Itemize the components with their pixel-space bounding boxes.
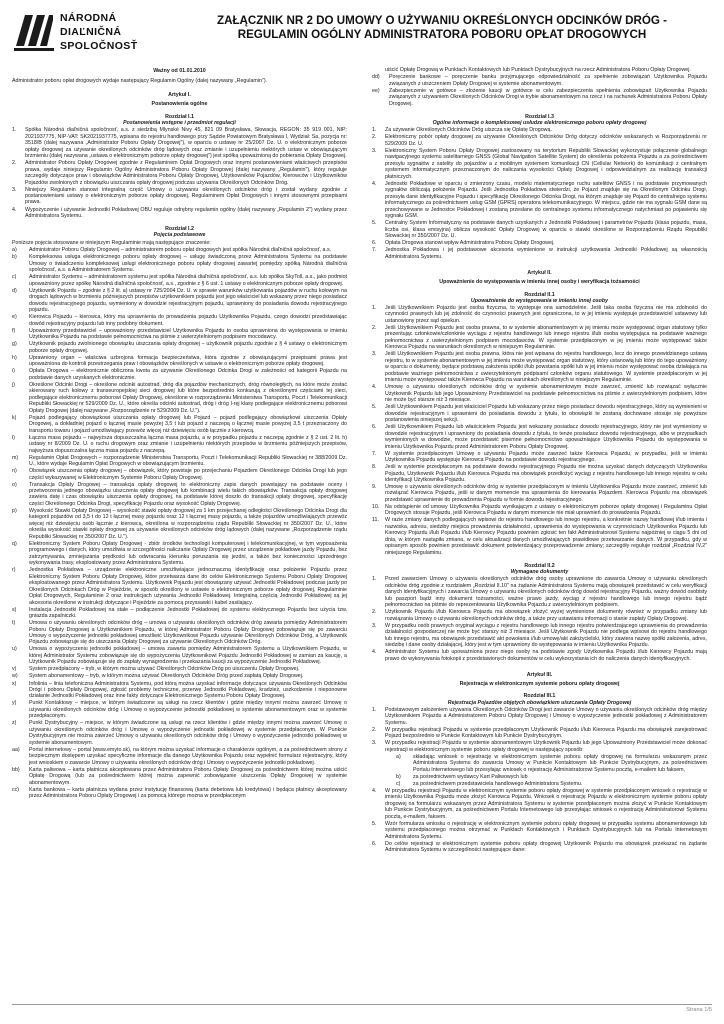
item-text: Instalacja Jednostki Pokładowej na stałe – podłączenie Jednostki Pokładowej do systemu elektrycznego Pojazdu bez użycia tzw. gniazda zapalniczki. [29, 606, 347, 619]
item-text: Użytkownik Pojazdu – zgodnie z § 2 lit. a) ustawy nr 725/2004 Dz. U. w sprawie warunków użytkowania pojazdów w ruchu kołowym na drogach lądowych w brzmieniu późniejszych przepisów użytkownikiem pojazdu jest jego właściciel lub wskazany przez niego posiadacz dowodu rejestracyjnego pojazdu, wymieniony w dowodzie rejestracyjnym pojazdu, uprawniony do posiadania dowodu rejestracyjnego pojazdu. [29, 287, 347, 314]
item-number: 1. [372, 706, 377, 713]
item-number: 7. [372, 247, 377, 254]
article-3-heading: Artykuł III. [526, 671, 553, 678]
item-number: i) [12, 368, 15, 375]
item-text: Elektroniczny System Poboru Opłaty Drogowej zastosowany na terytorium Republiki Słowackiej wykorzystuje połączenie globalnego nawigacyjnego systemu satelitarnego GNSS (Global Navigation Satellite System) do określenia położenia Pojazdu a za pośrednictwem przesyłu sygnałów z satelity do pojazdów a z mobilnym systemem komunikacji CN (Cellular Network) do komunikacji z centralnym systemem informatycznym przeznaczonym do naliczania wysokości Opłaty Drogowej i odpowiedzialnym za realizację transakcji płatniczych. [385, 147, 707, 180]
item-number: z) [12, 720, 17, 727]
section-3-1-heading: Rozdział III.1 [523, 693, 556, 700]
list-item: 2. Administrator Poboru Opłaty Drogowej zgodnie z Regulaminem Opłat Drogowych oraz innymi postanowieniami właściwych przepisów prawa, wydaje niniejszy Regulamin Ogólny Administratora Poboru Opłaty Drogowej (dalej nazywany „Regulamin"), który reguluje szczegóły dotyczące praw i obowiązków Administratora Poboru Opłaty Drogowej, Użytkowników Pojazdów, Kierowców i Użytkowników Pojazdów zwolnionych z obowiązku uiszczania opłaty drogowej podczas używania Określonych Odcinków Dróg. [12, 160, 347, 186]
list-item [12, 288, 347, 314]
definitions-list-continued [372, 74, 707, 107]
list-item [12, 314, 347, 327]
item-text: Transakcja Opłaty Drogowej – transakcja opłaty drogowej to elektroniczny zapis danych powstający na podstawie oceny i przetworzenia jednego obowiązku uiszczenia opłaty drogowej lub kombinacji wielu takich obowiązków. Transakcja opłaty drogowej zawiera datę i czas obowiązku uiszczenia opłaty drogowej, na podstawie której doszło do transakcji opłaty drogowej, specyfikację części Określonego Odcinka Drogi, specyfikację Pojazdu oraz wysokość Opłaty Drogowej. [29, 481, 347, 507]
item-text: Uprawniony organ – właściwa uzbrojona formacja bezpieczeństwa, która zgodnie z obowiązującymi przepisami prawa jest upoważniona do kontroli przestrzegania praw i obowiązków określonych w ustawie o elektronicznym poborze opłaty drogowej. [29, 354, 347, 368]
title-line-1: ZAŁĄCZNIK NR 2 DO UMOWY O UŻYWANIU OKREŚLONYCH ODCINKÓW DRÓG - [217, 14, 667, 27]
item-text: Jeśli Użytkownikiem Pojazdu jest osoba prawna, to w systemie abonamentowym w jej imieniu może występować organ statutowy tylko prezentując członkowie/członkinie wyciągu z rejestru handlowego lub innego rejestru i/lub osoba występująca na podstawie ważnego pełnomocnictwa z uwierzytelnionym podpisem mocodawców. W systemie przedpłaconym w jej imieniu może występować także Kierowca Pojazdu na warunkach określonych w niniejszym Regulaminie. [385, 324, 707, 351]
article-2-heading: Artykuł II. [527, 269, 552, 276]
list-item [12, 468, 347, 481]
item-text: Kompleksowa usługa elektronicznego poboru opłaty drogowej – usługę świadczoną przez Administratora Systemu na podstawie Umowy o świadczeniu kompleksowej usługi elektronicznego poboru opłaty drogowej zawartej pomiędzy spółką Národná diaľničná spoločnosť, a.s. a Administratorem Systemu. [29, 254, 347, 274]
item-text: Łączna masa pojazdu – najwyższa dopuszczalna łączna masa pojazdu, a w przypadku pojazdu z naczepą zgodnie z § 2 ust. 2 lit. h) ustawy nr 8/2009 Dz. U. o ruchu drogowym oraz zmianie i uzupełnieniu niektórych przepisów w brzmieniu późniejszych przepisów, najwyższa dopuszczalna łączna masa pojazdu z naczepą. [29, 434, 347, 454]
item-number: o) [12, 481, 17, 488]
list-item: 1. Spółka Národná diaľničná spoločnosť, a.s. z siedzibą Mlynské Nivy 45, 821 09 Bratysława, Słowacja, REGON: 35 919 001, NIP: 2021937775, NIP-VAT: SK2021937775, wpisana do rejestru handlowego przy Sądzie Powiatowym Bratysława I, Wydział: Sa, pozycja nr: 3518/B (dalej nazywana „Administrator Poboru Opłaty Drogowej"), w oparciu o ustawę nr 25/2007 Dz. U. o elektronicznym poborze opłaty drogowej za używanie określonych odcinków dróg lądowych oraz zmianie i uzupełnieniu niektórych ustaw w obowiązującym brzmieniu (dalej nazywana „ustawa o elektronicznym poborze opłaty drogowej") jest spółką upoważnioną do pobierania Opłaty Drogowej. [12, 127, 347, 160]
section-3-1-sublist [372, 754, 707, 787]
list-item [372, 464, 707, 483]
list-item [372, 404, 707, 423]
item-number: 3. [372, 147, 377, 154]
list-item [372, 788, 707, 820]
list-item [372, 240, 707, 246]
item-text: W razie zmiany danych podlegających wpisowi do rejestru handlowego lub innego rejestru, a konkretnie nazwy handlowej i/lub imienia i nazwiska, adresu, siedziby miejsca prowadzenia działalności, uprawnienia do występowania w czynnościach Użytkownika Pojazdu lub Kierowcy Pojazdu i/lub Pojazdu i/lub Kierowcy Pojazdu powinien zgłosić ten fakt Administratorowi Systemu najpóźniej w ciągu 5 dni od dnia, w którym nastąpiła zmiana, w celu aktualizacji danych umożliwiających prawidłowe przetwarzanie danych. W przypadku, gdy w opisanym sposób powinien przedstawić dokument potwierdzający przeprowadzenie zmiany; szczegóły reguluje rozdział „Rozdział IV.2" niniejszego Regulaminu. [385, 517, 707, 556]
section-1-3-heading: Rozdział I.3 [525, 113, 554, 120]
list-item [372, 384, 707, 403]
item-number: b) [396, 773, 401, 780]
article-1-title: Postanowienia ogólne [151, 101, 208, 108]
item-number: g) [12, 341, 17, 348]
list-item [12, 328, 347, 341]
item-text: Upoważniony przedstawiciel – upoważniony przedstawiciel Użytkownika Pojazdu to osoba uprawniona do występowania w imieniu Użytkownika Pojazdu na podstawie pełnomocnictwa na piśmie z uwierzytelnionym podpisem mocodawcy. [29, 327, 347, 341]
list-item [372, 841, 707, 854]
item-text: Karta bankowa – karta płatnicza wydana przez instytucję finansową (karta debetowa lub kredytowa) i będąca płatnicy akceptowany przez Administratora Poboru Opłaty Drogowej i za pomocą którego można w przedpłaconym [29, 786, 347, 800]
list-item [12, 435, 347, 454]
section-3-1-list [372, 707, 707, 753]
list-item [372, 517, 707, 556]
list-item [12, 455, 347, 468]
nds-logo-icon [14, 12, 54, 52]
item-text: Elektroniczny pobór opłaty drogowej za używanie Określonych Odcinków Dróg dotyczy odcinków wskazanych w Rozporządzeniu nr 529/2009 Dz. U. [385, 134, 707, 147]
page-number: Strana 1/5 [686, 1007, 712, 1013]
list-item [12, 341, 347, 354]
article-3-title: Rejestracja w elektronicznym systemie poboru opłaty drogowej [459, 681, 620, 687]
list-item [372, 623, 707, 649]
item-number: cc) [12, 786, 20, 793]
item-number: 6. [372, 424, 377, 431]
item-text: Pojazd podlegający obowiązkowi uiszczania opłaty drogowej lub Pojazd – pojazd podlegający obowiązkowi uiszczenia Opłaty Drogowej, a dokładniej pojazd o łącznej masie powyżej 3,5 t lub pojazd z naczepą o łącznej masie powyżej 3,5 t przeznaczony do transportu towaru i pojazd umożliwiający przewóz więcej niż dziewięciu osób łącznie z kierowcą. [29, 414, 347, 434]
list-item [12, 355, 347, 368]
section-1-2-heading: Rozdział I.2 [165, 226, 194, 233]
right-column [372, 66, 707, 1001]
item-number: t) [12, 620, 16, 627]
item-text: Jednostki Pokładowe w oparciu o zmierzony czasu, modelu matematycznego ruchu satelitów GNSS i na podstawie przymowanych sygnałów obliczają położenie Pojazdu. Jeśli Jednostka Pokładowa stwierdzi, że Pojazd znajduje się na Określonym Odcinku Drogi, przesyła dane identyfikacyjne Pojazdu i specyfikację Określonego Odcinka Drogi, na którym znajduje się Pojazd do centralnego systemu informatycznego za pośrednictwem usług GSM (GPRS) operatora telekomunikacyjnego. W miejscu, gdzie nie ma sygnału GSM dane są przechowywane w Jednostce Pokładowej i zostaną przesłane do centralnego systemu informatycznego natychmiast po pojawieniu się sygnału GSM. [385, 180, 707, 220]
item-text: Spółka Národná diaľničná spoločnosť, a.s. z siedzibą Mlynské Nivy 45, 821 09 Bratysława, Słowacja, REGON: 35 919 001, NIP: 2021937775, NIP-VAT: SK2021937775, wpisana do rejestru handlowego przy Sądzie Powiatowym Bratysława I, Wydział: Sa, pozycja nr: 3518/B (dalej nazywana „Administrator Poboru Opłaty Drogowej"), w oparciu o ustawę nr 25/2007 Dz. U. o elektronicznym poborze opłaty drogowej za używanie określonych odcinków dróg lądowych oraz zmianie i uzupełnieniu niektórych ustaw w obowiązującym brzmieniu (dalej nazywana „ustawa o elektronicznym poborze opłaty drogowej") jest spółką upoważnioną do pobierania Opłaty Drogowej. [25, 127, 347, 160]
item-text: Do celów rejestracji w elektronicznym systemie poboru opłaty drogowej Użytkownik Pojazdu ma obowiązek przekazać na żądanie Administratora Systemu w szczególności następujące dane: [385, 840, 707, 854]
item-number: r) [12, 567, 16, 574]
item-number: x) [12, 680, 17, 687]
section-2-2-heading: Rozdział II.2 [524, 562, 555, 569]
title-line-2: REGULAMIN OGÓLNY ADMINISTRATORA POBORU OPŁAT DROGOWYCH [237, 27, 647, 41]
section-2-1-title: Upoważnienie do występowania w imieniu innej osoby [470, 297, 609, 304]
item-number: 2. [372, 609, 377, 616]
list-item [372, 181, 707, 220]
list-item [372, 351, 707, 383]
list-item [372, 707, 707, 726]
item-text: Administrator Poboru Opłaty Drogowej – administratorem poboru opłat drogowych jest spółka Národná diaľničná spoločnosť, a.s. [29, 247, 332, 254]
list-item [12, 681, 347, 700]
continued-definition: uiścić Opłatę Drogową w Punktach Kontaktowych lub Punktach Dystrybucyjnych na rzecz Administratora Poboru Opłaty Drogowej. [385, 67, 691, 73]
item-text: W przypadku rejestracji Pojazdu w systemie abonamentowym Użytkownik Pojazdu lub jego Upoważniony Przedstawiciel może dokonać rejestracji w elektronicznym systemie poboru opłaty drogowej w następujący sposób: [385, 740, 707, 753]
item-number: 3. [372, 351, 377, 358]
list-item [372, 576, 707, 608]
list-item [12, 482, 347, 508]
item-text: Infolinia – linia telefoniczna Administratora Systemu, pod którą można uzyskać informacje dotyczące używania Określonych Odcinków Drógi i poboru Opłaty Drogowej, zgłosić problemy techniczne, przerwę Jednostki Pokładowej, kradzież, uszkodzenie i nieponowne działanie Jednostki Pokładowej oraz inne fakty dotyczące Elektronicznego Systemu Poboru Opłaty Drogowej. [29, 680, 347, 700]
item-text: za pośrednictwem wydawcy Kart Paliwowych lub [413, 773, 528, 780]
item-number: f) [12, 327, 16, 334]
list-item: 3. Niniejszy Regulamin stanowi integralną część Umowy o używaniu określonych odcinków dróg i został wydany zgodnie z postanowieniami ustawy o elektronicznym poborze opłaty drogowej, Regulaminem Opłat Drogowych i innymi stosownymi przepisami prawa. [12, 186, 347, 206]
list-item [372, 305, 707, 324]
left-column [12, 66, 347, 1001]
item-text: Zabezpieczenie w gotówce – złożenie kaucji w gotówce w celu zabezpieczenia spełnienia zobowiązań Użytkownika Pojazdu związanych z używaniem Określonych Odcinków Drogi w trybie abonamentowym na rzecz i na rachunek Administratora Poboru Opłaty Drogowej. [389, 87, 707, 107]
item-text: Niniejszy Regulamin stanowi integralną część Umowy o używaniu określonych odcinków dróg i został wydany zgodnie z postanowieniami ustawy o elektronicznym poborze opłaty drogowej, Regulaminem Opłat Drogowych i innymi stosownymi przepisami prawa. [25, 186, 347, 206]
list-item [12, 673, 347, 679]
item-number: bb) [12, 766, 20, 773]
item-text: Umowa o wypożyczeniu jednostki pokładowej – umowa zawarta pomiędzy Administratorem Systemu a Użytkownikiem Pojazdu, w której Administrator Systemu zobowiązuje się do wypożyczenia Użytkownikowi Pojazdu Jednostki Pokładowej w zamian za kaucję, a Użytkownik Pojazdu zobowiązuje się do zapłaty wynagrodzenia i przekazania kaucji za wypożyczenie Jednostki Pokładowej. [29, 646, 347, 666]
item-number: 4. [372, 787, 377, 794]
list-item [396, 754, 707, 773]
section-2-1-list [372, 305, 707, 556]
section-1-2-title: Pojęcia podstawowe [153, 232, 206, 239]
item-number: p) [12, 507, 17, 514]
logo-line-2: DIAĽNIČNÁ [60, 26, 122, 38]
list-item [372, 127, 707, 133]
list-item [396, 774, 707, 780]
item-number: 4. [372, 649, 377, 656]
item-number: n) [12, 468, 17, 475]
article-2-title: Upoważnienie do występowania w imieniu innej osoby i weryfikacja tożsamości [439, 279, 640, 286]
item-number: 5. [372, 220, 377, 227]
item-number: l) [12, 434, 15, 441]
list-item [372, 220, 707, 239]
item-text: W przypadku rejestracji Pojazdu w elektronicznym systemie poboru opłaty drogowej w systemie przedpłaconym wniosek o rejestrację w imieniu Użytkownika Pojazdu może złożyć Kierowca Pojazdu. Wniosek o rejestrację Pojazdu w elektronicznym systemie poboru opłaty drogowej na formularzu wskazanym przez Administratora Systemu w systemie przedpłaconym można złożyć w Punkcie Kontaktowym lub Punkcie Dystrybucyjnym, za pośrednictwem Portalu Internetowego lub przesyłając wniosek o rejestrację Administratorowi Systemu pocztą, e-mailem, faksem. [385, 787, 707, 820]
definitions-list [12, 247, 347, 799]
article-1-heading: Artykuł I. [168, 91, 191, 98]
logo-line-3: SPOLOČNOSŤ [60, 40, 138, 52]
list-item [372, 424, 707, 450]
list-item [12, 720, 347, 746]
item-number: 4. [372, 384, 377, 391]
item-number: s) [12, 606, 17, 613]
list-item [12, 247, 347, 253]
section-2-2-title: Wymagane dokumenty [510, 569, 569, 576]
item-number: v) [12, 666, 17, 673]
list-item [12, 747, 347, 766]
item-number: 6. [372, 840, 377, 847]
item-text: Wysokość Stawki Opłaty Drogowej – wysokość stawki opłaty drogowej za 1 km przejechanej odległości Określonego Odcinka Drogi dla kategorii pojazdów od 3,5 t do 12 t łącznej masy pojazdu oraz 12 t łącznej masy pojazdu, a także pojazdów umożliwiających przewóz więcej niż dziewięciu osób łącznie z kierowcą, określona w rozporządzeniu rządu Republiki Słowackiej nr 350/2007 Dz. U., które określa wysokość stawki opłaty drogowej za używanie określonych odcinków dróg lądowych (dalej nazywane „Rozporządzenie rządu Republiki Słowackiej nr 350/2007 Dz. U."). [29, 507, 347, 540]
item-text: składając wniosek o rejestrację w elektronicznym systemie poboru opłaty drogowej na formularzu wskazanym przez Administratora Systemu do zawarcia Umowy w Punkcie Kontaktowym lub Punkcie Dystrybucyjnym, za pośrednictwem Portalu Internetowego lub przesyłając wniosek o rejestrację Administratorowi Systemu pocztą, e-mailem lub faksem, [413, 753, 707, 773]
list-item [12, 620, 347, 646]
definitions-intro: Poniższe pojęcia stosowane w niniejszym Regulaminie mają następujące znaczenie: [12, 239, 211, 246]
item-number: 1. [372, 576, 377, 583]
item-number: 2. [372, 324, 377, 331]
item-text: Punkt Dystrybucyjny – miejsce, w którym świadczone są usługi na rzecz klientów i gdzie między innymi można zawrzeć Umowę o używaniu określonych odcinków dróg i Umowę o wypożyczenie jednostki pokładowej w systemie przedpłaconym. W Punkcie Dystrybucyjnym nie można zawrzeć Umowy o używaniu określonych odcinków dróg i Umowy o wypożyczenie jednostki pokładowej w systemie abonamentowym. [29, 720, 347, 746]
footer-rule [12, 1004, 712, 1005]
list-item [12, 382, 347, 414]
item-number: b) [12, 254, 17, 261]
list-item [12, 607, 347, 620]
item-text: Na odstąpienie od umowy Użytkownika Pojazdu wynikającym z ustawy o elektronicznym poborze opłaty drogowej i Regulaminu Opłat Drogowych stosuje Pojazdu, jeśli Kierowca Pojazdu w danym momencie nie miał uprawnień do prowadzenia Pojazdu. [385, 503, 707, 517]
item-number: ee) [372, 87, 380, 94]
list-item [372, 649, 707, 662]
list-item [12, 646, 347, 665]
section-2-1-heading: Rozdział II.1 [524, 291, 555, 298]
section-1-1-heading: Rozdział I.1 [165, 113, 194, 120]
item-number: m) [12, 454, 19, 461]
list-item [12, 567, 347, 606]
item-text: Jeśli Użytkownikiem Pojazdu jest właściciel Pojazdu lub wskazany przez niego posiadacz dowodu rejestracyjnego, który są wymienieni w dowodzie rejestracyjnym i uprawnieni do posiadania dowodu z tytułu, to obowiązki te zostaną dochowane stosuje się powyższe postanowienia niniejszej sekcji. [385, 404, 707, 424]
item-text: W systemie przedpłaconym Umowę o używaniu Pojazdu może zawrzeć także Kierowca Pojazdu, w przypadku, jeśli w imieniu Użytkownika Pojazdu występuje Kierowca Pojazdu na podstawie dowodu rejestracyjnego. [385, 450, 707, 464]
item-number: k) [12, 414, 17, 421]
item-text: Przed zawarciem Umowy o używaniu określonych odcinków dróg osoby uprawnione do zawarcia Umowy o używaniu określonych odcinków dróg zgodnie z rozdziałem „Rozdział II.10" na żądanie Administratora Systemu mają obowiązek przedstawić w celu weryfikacji danych identyfikacyjnych i zawarcia Umowy o używaniu określonych odcinków dróg dowód rejestracyjny Pojazdu, ważny dowód osobisty lub paszport bądź inny dokument tożsamości, ważne prawo jazdy, wyciąg z rejestru handlowego lub innego rejestru bądź pełnomocnictwo na piśmie do reprezentowania Użytkownika Pojazdu z uwierzytelnionym podpisem. [385, 576, 707, 609]
item-text: Administrator Poboru Opłaty Drogowej zgodnie z Regulaminem Opłat Drogowych oraz innymi postanowieniami właściwych przepisów prawa, wydaje niniejszy Regulamin Ogólny Administratora Poboru Opłaty Drogowej (dalej nazywany „Regulamin"), który reguluje szczegóły dotyczące praw i obowiązków Administratora Poboru Opłaty Drogowej, Użytkowników Pojazdów, Kierowców i Użytkowników Pojazdów zwolnionych z obowiązku uiszczania opłaty drogowej podczas używania Określonych Odcinków Dróg. [25, 160, 347, 186]
list-item [12, 767, 347, 786]
list-item [372, 247, 707, 260]
item-text: Użytkownik pojazdu zwolnionego obowiązku uiszczania opłaty drogowej – użytkownik pojazdu zgodnie z § 4 ustawy o elektronicznym poborze opłaty drogowej. [29, 341, 347, 354]
list-item [372, 134, 707, 147]
list-item: 4. Wypożyczenie i używanie Jednostki Pokładowej OBU reguluje odrębny regulamin ogólny (dalej nazywany „Regulamin 2") wydany przez Administratora Systemu. [12, 206, 347, 219]
item-number: u) [12, 646, 17, 653]
item-text: Regulamin Opłat Drogowych – rozporządzenie Ministerstwa Transportu, Poczt i Telekomunikacji Republiki Słowackiej nr 388/2009 Dz. U., które wydaje Regulamin Opłat Drogowych w obowiązującym brzmieniu. [29, 454, 347, 468]
logo-line-1: NÁRODNÁ [60, 12, 117, 24]
item-text: Jeśli Użytkownikiem Pojazdu jest osoba fizyczna, to występuje ona samodzielnie. Jeśli taka osoba fizyczna nie ma zdolności do czynności prawnych lub jej zdolność do czynności prawnych jest ograniczona, to w jej imieniu występuje przedstawiciel ustawowy lub ustanowiony przez sąd opiekun. [385, 305, 707, 324]
list-item [12, 415, 347, 434]
list-item [372, 451, 707, 464]
item-number: q) [12, 540, 17, 547]
item-text: Opłata Drogowa stanowi wpływ Administratora Poboru Opłaty Drogowej. [385, 240, 555, 247]
item-text: Jeśli w systemie przedpłaconym na podstawie dowodu rejestracyjnego Pojazdu nie można uzyskać danych dotyczących Użytkownika Pojazdu, Użytkownik Pojazdu i/lub Kierowca Pojazdu ma obowiązek przedłożyć wyciąg z rejestru handlowego lub innego rejestru w celu identyfikacji Użytkownika Pojazdu. [385, 464, 707, 483]
section-1-3-title: Ogólne informacje o kompleksowej usłudze elektronicznego poboru opłaty drogowej [432, 120, 647, 127]
item-text: Umowę o używaniu określonych odcinków dróg w systemie przedpłaconym w imieniu Użytkownika Pojazdu może zawrzeć, zmienić lub rozwiązać Kierowca Pojazdu, jeśli w danym momencie ma uprawnienia do kierowania Pojazdem. Kierowca Pojazdu ma obowiązek przedstawić uprawnienie do prowadzenia Pojazdu w formie dowodu rejestracyjnego. [385, 484, 707, 503]
item-text: Elektroniczny System Poboru Opłaty Drogowej - zbiór środków technologii komputerowej i telekomunikacyjnej, w tym wyposażenia programowego i danych, który umożliwia w szczególności naliczanie Opłaty Drogowej przez urządzenie pokładowe jazdy Pojazdu, bez zatrzymywania, zmniejszania prędkości lub odwracania kierunku poruszania się jezdni, a także bez konieczności uprzedniego wykonywania trasy, eksploatowany przez Administratora Systemu. [29, 540, 347, 567]
section-1-1-title: Postanowienia wstępne i przedmiot regulacji [123, 120, 236, 127]
item-text: Określone Odcinki Drogi – określone odcinki autostrad, dróg dla pojazdów mechanicznych, dróg równoległych, na które może zostać skierowany ruch kołowy z transeuropejskiej sieci drogowej lub które bezpośrednio konkurują z określonymi częściami tej sieci, podlegające elektronicznemu poborowi Opłaty Drogowej, określone w rozporządzeniu Ministerstwa Transportu, Poczt i Telekomunikacji Republiki Słowackiej nr 529/2009 Dz. U., które określa odcinki autostrad, dróg i dróg I-ręj klasy podlegające elektronicznemu poborowi Opłaty Drogowej (dalej nazywane „Rozporządzenie nr 529/2009 Dz. U."). [29, 381, 347, 414]
list-item [372, 727, 707, 740]
list-item [12, 254, 347, 273]
item-text: Wypożyczenie i używanie Jednostki Pokładowej OBU reguluje odrębny regulamin ogólny (dalej nazywany „Regulamin 2") wydany przez Administratora Systemu. [25, 206, 347, 219]
intro-paragraph: Administrator poboru opłat drogowych wydaje następujący Regulamin Ogólny (dalej nazywany „Regulamin"). [12, 78, 268, 85]
item-text: Opłata Drogowa – elektronicznie obliczona kwota za używanie Określonego Odcinka Drogi w zależności od kategorii Pojazdu na podstawie danych uzyskanych elektronicznie. [29, 368, 347, 381]
document-title [182, 14, 702, 41]
list-item [12, 274, 347, 287]
item-text: Jednostka Pokładowa – urządzenie elektroniczne umożliwiające jednoznaczną identyfikację oraz położenie Pojazdu przez Elektroniczny System Poboru Opłaty Drogowej, które przetwarza dane do celów Elektronicznego Systemu Poboru Opłaty Drogowej eksploatowanego przez Administratora Systemu. Użytkownik Pojazdu jest obowiązany używać Jednostki Pokładowej podczas jazdy po Określonych Odcinkach Dróg w Pojeździe, w sposób określony w ustawie o elektronicznym poborze opłaty drogowej, Regulaminie Opłat Drogowych, Regulaminie 2 oraz instrukcjach używania Jednostki Pokładowej. Integralną częścią Jednostki Pokładowej są jej akcesoria określone w instrukcji dotyczące i Pojeździe za pomocą przyssawki i kabel zasilający. [29, 567, 347, 606]
list-item [12, 368, 347, 381]
item-text: W przypadku osób prawnych oryginał wyciągu z rejestru handlowego lub innego rejestru potwierdzającego uprawnienia do prowadzenia działalności gospodarczej nie może być starszy niż 3 miesiące. Jeśli Użytkownik Pojazdu nie podlega wpisowi do rejestru handlowego lub innego rejestru, ma obowiązek przedstawić akt powołania i/lub umowę/akt założycielski, który zawiera nazwę spółki założenia, adres, siedzibę i dane osoby działającej, który jest w tym uprawniony do występowania w imieniu Użytkownika Pojazdu. [385, 622, 707, 648]
list-item [12, 541, 347, 567]
section-3-1-title: Rejestracja Pojazdów objętych obowiązkiem uiszczania Opłaty Drogowej [447, 699, 632, 706]
item-text: Jeśli Użytkownikiem Pojazdu lub właścicielem Pojazdu jest wskazany posiadacz dowodu rejestracyjnego, który nie jest wymieniony w dowodzie rejestracyjnym i uprawniony do posiadania dowodu z tytułu, to tenże posiadacz dowodu rejestracyjnego, albo w przypadkach wymienionych w dowodzie, może przedstawić pisemne pełnomocnictwo upoważniające Użytkownika Pojazdu do występowania w imieniu Użytkownika Pojazdu przed Administratorem Poboru Opłaty Drogowej. [385, 424, 707, 450]
list-item [372, 325, 707, 351]
item-number: j) [12, 381, 15, 388]
item-number: a) [396, 753, 401, 760]
item-number: 9. [372, 484, 377, 491]
item-text: za pośrednictwem przedstawiciela handlowego Administratora Systemu. [413, 780, 583, 787]
item-number: y) [12, 700, 17, 707]
item-number: 5. [372, 404, 377, 411]
item-text: Centralny System Informatyczny na podstawie danych uzyskanych z Jednostki Pokładowej i parametrów Pojazdu (klasa pojazdu, masa, liczba osi, klasa emisyjna) oblicza wysokość Opłaty Drogowej w oparciu o stawki określone w Rozporządzeniu Rządu Republiki Słowackiej nr 350/2007 Dz. U. [385, 220, 707, 240]
item-text: W przypadku rejestracji Pojazdu w systemie przedpłaconym Użytkownik Pojazdu i/lub Kierowca Pojazdu ma obowiązek zarejestrować Pojazd bezpośrednio w Punkcie Kontaktowym lub Punkcie Dystrybucyjnym. [385, 726, 707, 740]
item-number: 6. [372, 240, 377, 247]
list-item [372, 74, 707, 87]
document-header [14, 10, 714, 64]
list-item [372, 609, 707, 622]
list-item [372, 740, 707, 753]
item-number: 7. [372, 450, 377, 457]
item-number: 8. [372, 464, 377, 471]
section-3-1-list-continued [372, 788, 707, 854]
item-text: Jednostka Pokładowa i jej podstawowe akcesoria wymienione w instrukcji użytkowania Jednostki Pokładowej są własnością Administratora Systemu. [385, 247, 707, 260]
section-2-2-list [372, 576, 707, 662]
list-item [372, 88, 707, 107]
item-number: c) [396, 780, 401, 787]
item-text: Jeśli Użytkownikiem Pojazdu jest osoba prawna, która nie jest wpisana do rejestru handlowego, lecz do innego przewidzianego ustawą rejestru, to w systemie abonamentowym w jej imieniu może występować organ statutowy, który ustanowią lub który do tego upoważniony w oparciu o dokumenty, będące podstawą założenia spółki i/lub powstania spółki lub w jej imieniu może występować osoba działająca na podstawie ważnego pełnomocnictwa z uwierzytelnionym podpisami członków organu statutowego. W systemie przedpłaconym w jej imieniu może występować także Kierowca Pojazdu na warunkach określonych w niniejszym Regulaminie. [385, 351, 707, 384]
item-text: Poręczenie bankowe – poręczenie banku przyjmującego odpowiedzialność za spełnienie zobowiązań Użytkownika Pojazdu związanych z uiszczeniem Opłaty Drogowej w systemie abonamentowym. [389, 74, 707, 87]
item-text: Obowiązek uiszczenia opłaty drogowej – obowiązek, który powstaje po przejechaniu Pojazdem Określonego Odcinka Drogi lub jego części wykazywanej w Elektronicznym Systemie Poboru Opłaty Drogowej. [29, 468, 347, 481]
list-item [12, 508, 347, 540]
item-text: System przedpłacony – tryb, w którym można używać Określonych Odcinków Dróg po uiszczeniu Opłaty Drogowej. [29, 666, 300, 673]
list-item [12, 700, 347, 719]
list-item [396, 781, 707, 787]
item-number: 2. [372, 134, 377, 141]
list-item [12, 787, 347, 800]
item-text: Portal internetowy – portal (www.emyto.sk), na którym można uzyskać informacje o charakterze ogólnym, a za pośrednictwem strony z bezpiecznym dostępem uzyskać specyficzne informacje dla danego Użytkownika Pojazdu oraz wypełnić formularz rejestracyjny, który jest wnioskiem o zawarcie Umowy o używaniu określonych odcinków dróg i Umowy o wypożyczenie jednostki pokładowej. [29, 746, 347, 766]
item-number: 3. [372, 622, 377, 629]
item-number: h) [12, 354, 17, 361]
item-text: Punkt Kontaktowy – miejsce, w którym świadczone są usługi na rzecz klientów i gdzie między innymi można zawrzeć Umowę o używaniu określonych odcinków dróg i Umowę o wypożyczenie jednostki pokładowej w systemie abonamentowym oraz w systemie przedpłaconym. [29, 700, 347, 720]
item-number: a) [12, 247, 17, 254]
item-number: w) [12, 673, 18, 680]
item-text: Wzór formularza wniosku o rejestrację w elektronicznym systemie poboru opłaty drogowej w przypadku systemu abonamentowego lub systemu przedpłaconego można otrzymać w Punktach Kontaktowych i Punktach Dystrybucyjnych lub na Portalu Internetowym Administratora Systemu. [385, 820, 707, 840]
item-number: aa) [12, 746, 20, 753]
list-item [372, 504, 707, 517]
item-text: Podstawowym założeniem używania Określonych Odcinków Drogi jest zawarcie Umowy o używaniu określonych odcinków dróg między Użytkownikiem Pojazdu a Administratorem Poboru Opłaty Drogowej i Umowy o wypożyczenie jednostki pokładowej z Administratorem Systemu. [385, 706, 707, 726]
item-text: System abonamentowy – tryb, w którym można używać Określonych Odcinków Dróg przed zapłatą Opłaty Drogowej. [29, 673, 304, 680]
item-text: Karta paliwowa – karta płatnicza akceptowana przez Administratora Poboru Opłaty Drogowej za pośrednictwem której można uiścić Opłatę Drogową (lub za pośrednictwem której można zapewnić zobowiązanie uiszczenia Opłaty Drogowej w systemie abonamentowym. [29, 766, 347, 786]
item-number: e) [12, 314, 17, 321]
item-text: Użytkownik Pojazdu i/lub Kierowca Pojazdu ma obowiązek złożyć wyżej wymienione dokumenty również w przypadku zmiany lub rozwiązania Umowy o używaniu określonych odcinków dróg, a także przy ustawianiu informacji o stanie zapłaty Opłaty Drogowej. [385, 609, 707, 622]
valid-from: Ważny od 01.01.2010 [153, 68, 206, 74]
item-text: Kierowca Pojazdu – kierowca, który ma uprawnienia do prowadzenia pojazdu Użytkownika Pojazdu, czego dowodzi przedstawiając dowód rejestracyjny pojazdu lub inny podobny dokument. [29, 314, 347, 327]
item-text: Administrator Systemu lub upoważniona przez niego osoby na podstawie zgody Użytkownika Pojazdu i/lub Kierowcy Pojazdu mają prawo do wykonywania fotokopii z przedstawionych dokumentów w celu wykorzystania ich do naliczenia danych identyfikacyjnych. [385, 649, 707, 662]
item-number: 11. [372, 517, 379, 524]
item-number: 4. [372, 180, 377, 187]
section-1-3-list [372, 127, 707, 260]
item-text: Umowę o używaniu określonych odcinków dróg w systemie abonamentowym może zawrzeć, zmienić lub rozwiązać wyłącznie Użytkownik Pojazdu lub jego Upoważniony Przedstawiciel na podstawie pełnomocnictwa na piśmie z uwierzytelnionym podpisem, które nie może być starsze niż 3 miesiące. [385, 384, 707, 404]
nds-logo [14, 10, 174, 64]
item-number: 5. [372, 820, 377, 827]
list-item [372, 821, 707, 840]
item-number: 1. [372, 127, 377, 134]
item-number: 1. [372, 305, 377, 312]
list-item [372, 148, 707, 180]
item-text: Administrator Systemu – administratorem systemu jest spółka Národná diaľničná spoločnosť, a.s. lub spółka SkyToll, a.s., jako podmiot upoważniony przez spółkę Národná diaľničná spoločnosť, a.s., zgodnie z § 6 ust. 1 ustawy o elektronicznym poborze opłaty drogowej. [29, 274, 347, 287]
item-text: Umowa o używaniu określonych odcinków dróg – umowa o używaniu określonych odcinków dróg zawarta pomiędzy Administratorem Poboru Opłaty Drogowej a Użytkownikiem Pojazdu, w której Administrator Poboru Opłaty Drogowej zobowiązuje się po zawarciu Umowy o wypożyczenie jednostki pokładowej umożliwić Użytkownikowi Pojazdu używanie Określonych Odcinków Dróg, a Użytkownik Pojazdu zobowiązuje się do uiszczania Opłaty Drogowej za używanie Określonych Odcinków Dróg. [29, 620, 347, 646]
list-item [12, 666, 347, 672]
item-number: dd) [372, 74, 380, 81]
item-number: d) [12, 287, 17, 294]
item-number: 3. [372, 740, 377, 747]
item-number: 2. [372, 726, 377, 733]
item-text: Za używanie Określonych Odcinków Dróg uiszcza się Opłatę Drogową. [385, 127, 552, 134]
item-number: c) [12, 274, 17, 281]
item-number: 10. [372, 503, 380, 510]
list-item [372, 484, 707, 503]
